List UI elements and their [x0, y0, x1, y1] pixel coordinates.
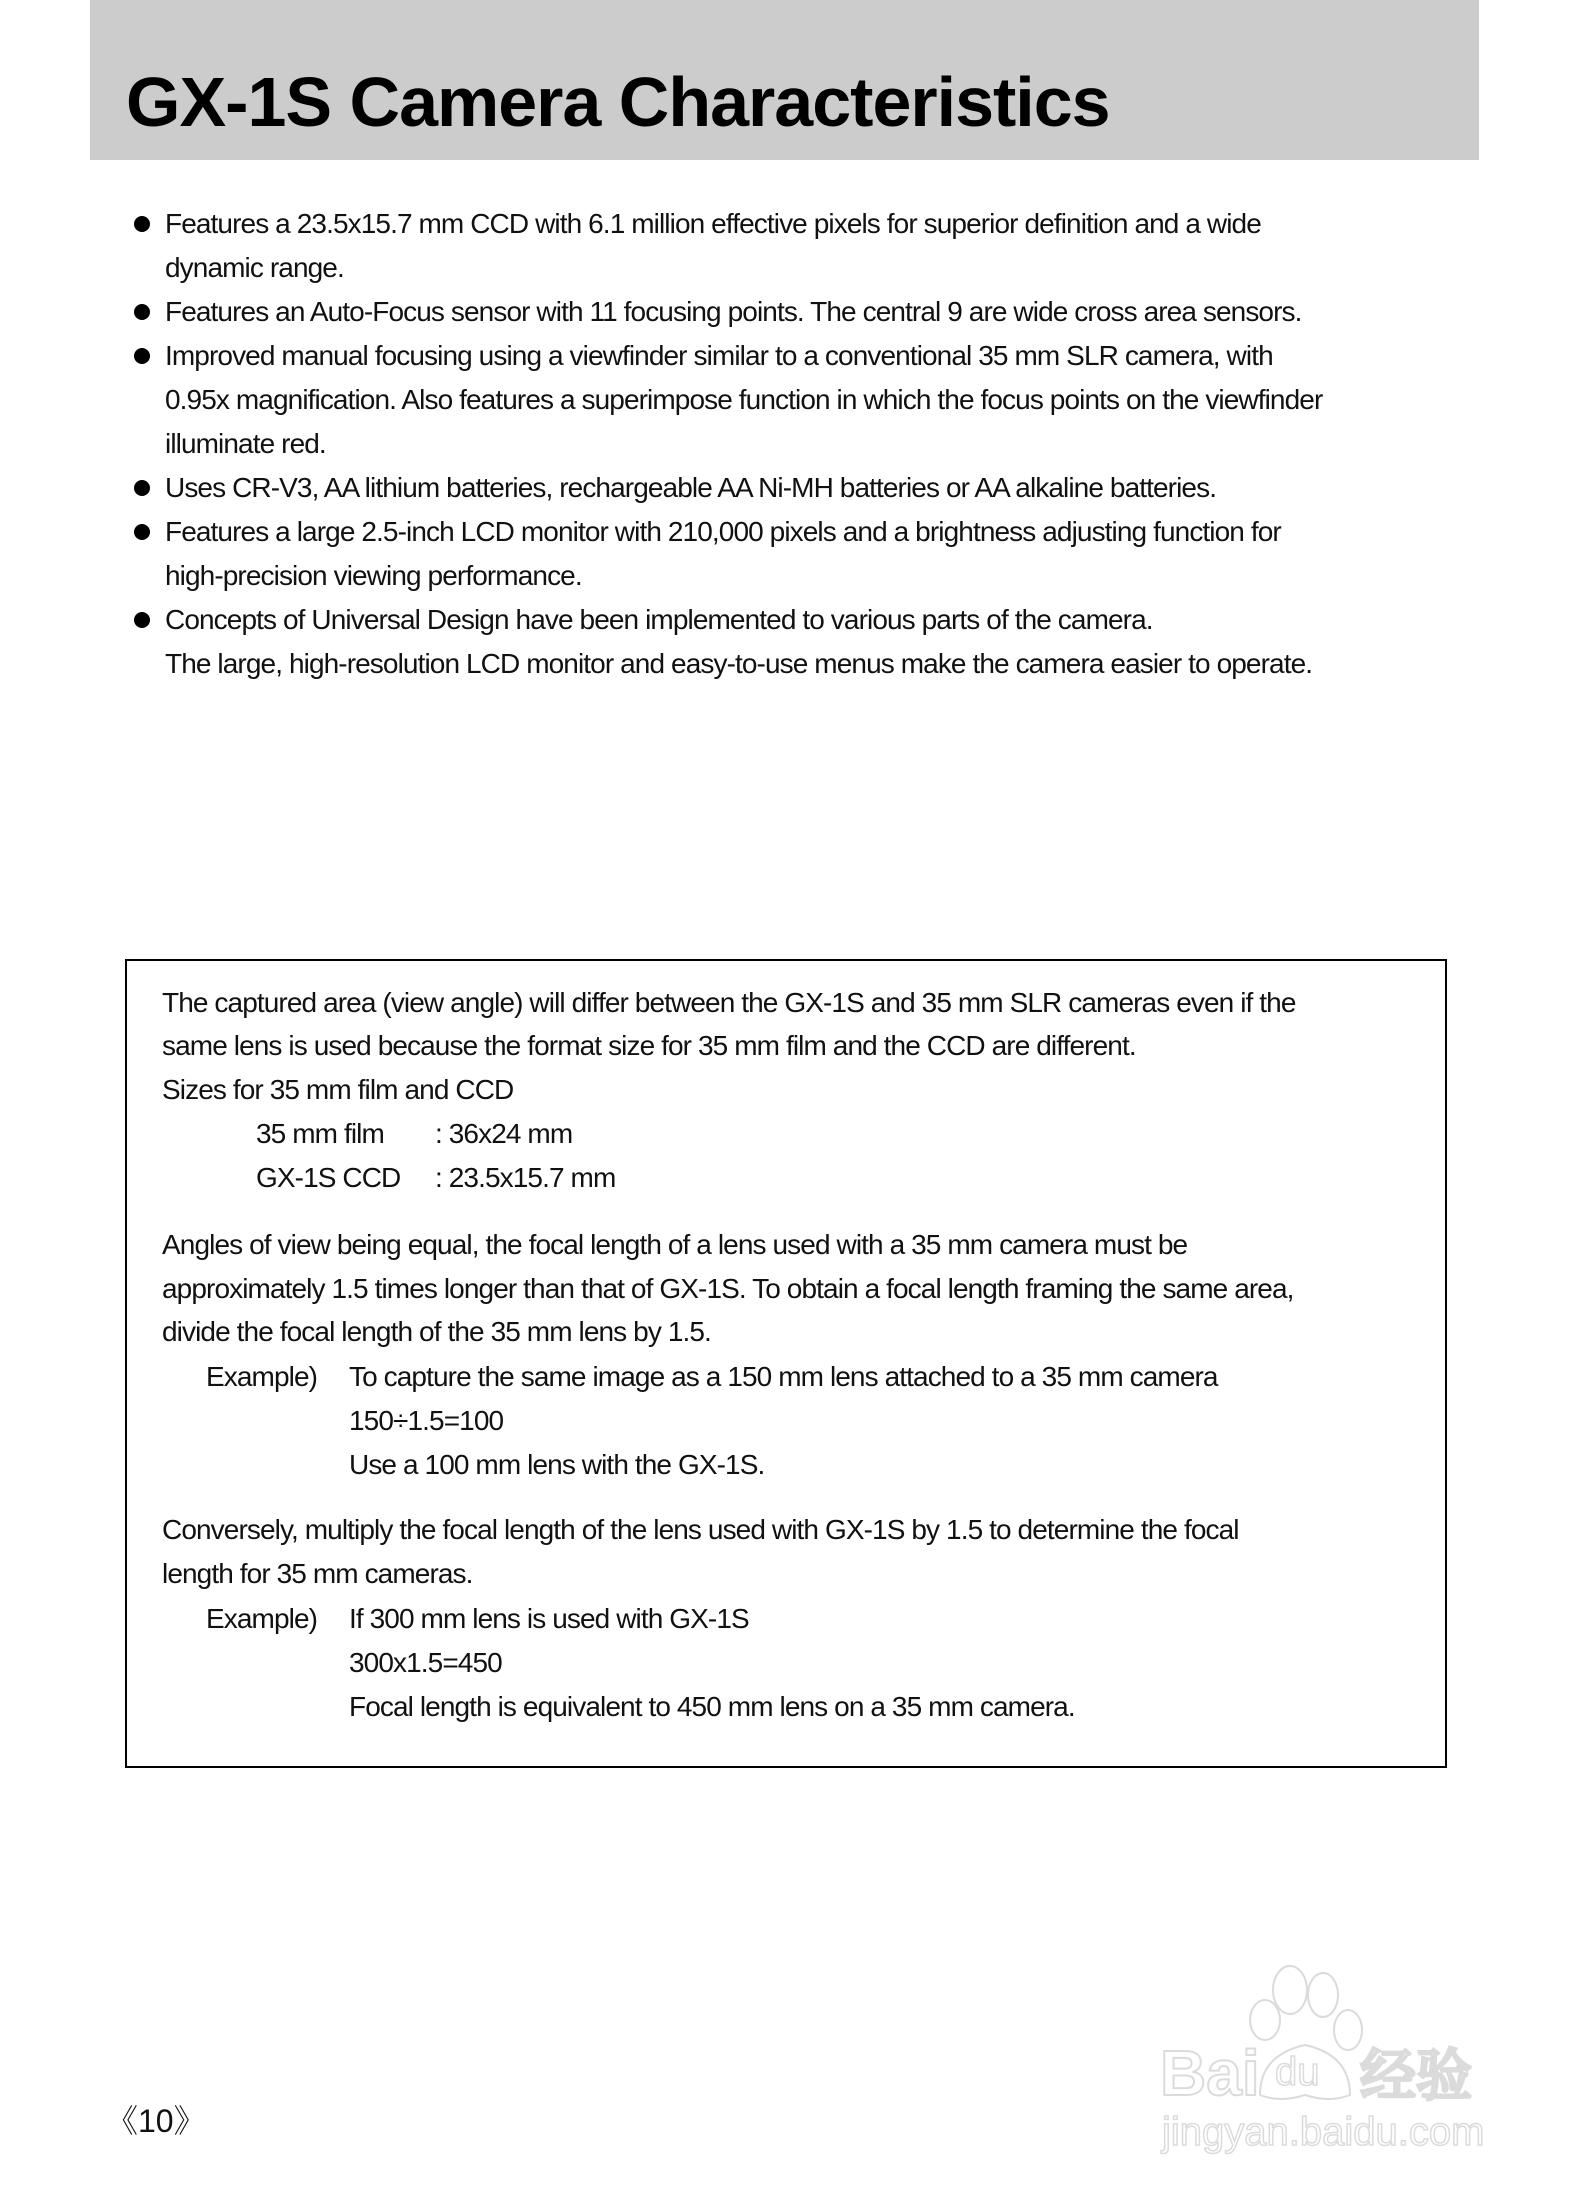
example-label: Example): [206, 1361, 318, 1392]
list-item: [132, 334, 1322, 466]
note-text: length for 35 mm cameras.: [162, 1558, 473, 1589]
list-item-text: 0.95x magnification. Also features a superimpose function in which the focus points on the viewfinder: [165, 384, 1323, 415]
bullet-icon: [134, 348, 150, 364]
size-value: : 36x24 mm: [435, 1118, 573, 1149]
note-text: Angles of view being equal, the focal length of a lens used with a 35 mm camera must be: [162, 1229, 1188, 1260]
list-item-text: Improved manual focusing using a viewfinder similar to a conventional 35 mm SLR camera, with: [165, 340, 1273, 371]
list-item-text: dynamic range.: [165, 252, 344, 283]
example-text: If 300 mm lens is used with GX-1S: [349, 1603, 749, 1634]
bullet-icon: [134, 524, 150, 540]
note-text: Conversely, multiply the focal length of the lens used with GX-1S by 1.5 to determine the focal: [162, 1514, 1239, 1545]
example-label: Example): [206, 1603, 318, 1634]
svg-text:jingyan.baidu.com: jingyan.baidu.com: [1162, 2110, 1485, 2154]
list-item: [132, 598, 1322, 686]
note-text: divide the focal length of the 35 mm lens by 1.5.: [162, 1316, 711, 1347]
example-text: 150÷1.5=100: [349, 1405, 504, 1436]
example-text: Focal length is equivalent to 450 mm lens on a 35 mm camera.: [349, 1691, 1075, 1722]
list-item-text: Features an Auto-Focus sensor with 11 focusing points. The central 9 are wide cross area sensors.: [165, 296, 1302, 327]
list-item-text: illuminate red.: [165, 428, 326, 459]
note-text: Sizes for 35 mm film and CCD: [162, 1074, 514, 1105]
list-item-text: Features a large 2.5-inch LCD monitor with 210,000 pixels and a brightness adjusting function for: [165, 516, 1281, 547]
list-item-text: high-precision viewing performance.: [165, 560, 582, 591]
svg-text:经验: 经验: [1360, 2044, 1472, 2109]
list-item-text: Features a 23.5x15.7 mm CCD with 6.1 million effective pixels for superior definition and a wide: [165, 208, 1261, 239]
example-text: 300x1.5=450: [349, 1647, 502, 1678]
page-number: 《10》: [106, 2103, 206, 2139]
size-label: GX-1S CCD: [256, 1162, 401, 1193]
baidu-watermark-logo: [1110, 1955, 1490, 2155]
svg-text:du: du: [1275, 2050, 1320, 2094]
list-item: [132, 202, 1322, 290]
note-text: The captured area (view angle) will differ between the GX-1S and 35 mm SLR cameras even if the: [162, 987, 1296, 1018]
list-item: [132, 290, 1322, 334]
svg-text:Bai: Bai: [1160, 2037, 1260, 2109]
list-item-text: Uses CR-V3, AA lithium batteries, rechargeable AA Ni-MH batteries or AA alkaline batteries.: [165, 472, 1217, 503]
bullet-icon: [134, 612, 150, 628]
note-text: same lens is used because the format size for 35 mm film and the CCD are different.: [162, 1030, 1136, 1061]
page-title: GX-1S Camera Characteristics: [126, 63, 1110, 141]
example-text: To capture the same image as a 150 mm lens attached to a 35 mm camera: [349, 1361, 1218, 1392]
bullet-icon: [134, 480, 150, 496]
list-item-text: Concepts of Universal Design have been implemented to various parts of the camera.: [165, 604, 1153, 635]
example-text: Use a 100 mm lens with the GX-1S.: [349, 1449, 765, 1480]
bullet-icon: [134, 216, 150, 232]
list-item: [132, 510, 1322, 598]
size-value: : 23.5x15.7 mm: [435, 1162, 616, 1193]
bullet-icon: [134, 304, 150, 320]
size-label: 35 mm film: [256, 1118, 384, 1149]
feature-list: [132, 202, 1322, 686]
note-text: approximately 1.5 times longer than that of GX-1S. To obtain a focal length framing the same area,: [162, 1273, 1294, 1304]
list-item: [132, 466, 1322, 510]
list-item-text: The large, high-resolution LCD monitor and easy-to-use menus make the camera easier to operate.: [165, 648, 1313, 679]
